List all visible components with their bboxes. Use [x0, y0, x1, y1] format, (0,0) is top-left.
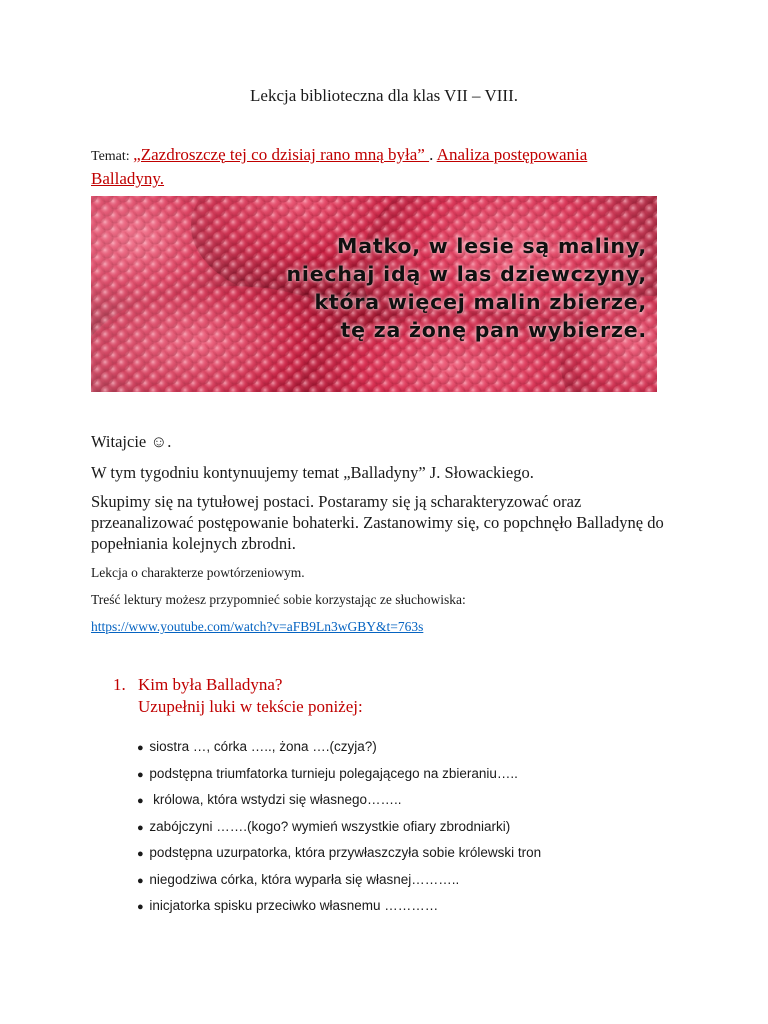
list-item-text: inicjatorka spisku przeciwko własnemu ………… — [149, 898, 439, 913]
list-item — [137, 896, 541, 923]
bullet-icon: ● — [137, 874, 144, 887]
list-item-text: siostra …, córka ….., żona ….(czyja?) — [149, 739, 377, 754]
fill-in-list — [137, 737, 541, 923]
list-item — [137, 817, 541, 844]
intro-paragraph: W tym tygodniu kontynuujemy temat „Balladyny” J. Słowackiego. — [91, 463, 534, 482]
list-item — [137, 764, 541, 791]
topic-analysis: Analiza postępowania Balladyny. — [91, 145, 588, 188]
topic-label: Temat: — [91, 149, 134, 164]
bullet-icon: ● — [137, 901, 144, 913]
audiobook-note: Treść lektury możesz przypomnieć sobie korzystając ze słuchowiska: — [91, 592, 466, 607]
bullet-icon: ● — [137, 848, 144, 860]
poem-line: która więcej malin zbierze, — [314, 290, 647, 314]
list-item — [137, 790, 541, 817]
list-item — [137, 737, 541, 764]
topic-line — [91, 144, 651, 190]
bullet-icon: ● — [137, 768, 144, 781]
list-item — [137, 870, 541, 897]
topic-separator: . — [429, 145, 437, 164]
bullet-icon: ● — [137, 742, 144, 754]
poem-line: tę za żonę pan wybierze. — [340, 318, 647, 342]
list-item-text: podstępna uzurpatorka, która przywłaszczyła sobie królewski tron — [149, 845, 542, 860]
list-item-text: królowa, która wstydzi się własnego…….. — [149, 792, 402, 807]
bullet-icon: ● — [137, 821, 144, 834]
greeting: Witajcie ☺. — [91, 432, 172, 451]
list-item — [137, 843, 541, 870]
question-instruction: Uzupełnij luki w tekście poniżej: — [138, 697, 363, 716]
raspberry-banner-image — [91, 196, 657, 392]
poem-overlay — [287, 232, 648, 344]
poem-line: Matko, w lesie są maliny, — [337, 234, 647, 258]
question-title: Kim była Balladyna? — [138, 675, 283, 694]
list-item-text: zabójczyni …….(kogo? wymień wszystkie ofiary zbrodniarki) — [149, 818, 511, 834]
lesson-note: Lekcja o charakterze powtórzeniowym. — [91, 565, 305, 580]
question-number: 1. — [113, 675, 126, 694]
poem-line: niechaj idą w las dziewczyny, — [286, 262, 647, 286]
question-heading — [113, 674, 363, 718]
topic-quote: „Zazdroszczę tej co dzisiaj rano mną była” — [133, 145, 430, 164]
list-item-text: niegodziwa córka, która wyparła się własnej……….. — [149, 871, 460, 887]
bullet-icon: ● — [137, 795, 144, 807]
list-item-text: podstępna triumfatorka turnieju polegającego na zbieraniu….. — [149, 765, 518, 781]
youtube-link[interactable]: https://www.youtube.com/watch?v=aFB9Ln3wGBY&t=763s — [91, 619, 424, 634]
focus-paragraph: Skupimy się na tytułowej postaci. Postaramy się ją scharakteryzować oraz przeanalizować postępowanie bohaterki. Zastanowimy się, co popchnęło Balladynę do popełniania kolejnych zbrodni. — [91, 492, 664, 553]
document-title: Lekcja biblioteczna dla klas VII – VIII. — [250, 86, 518, 105]
